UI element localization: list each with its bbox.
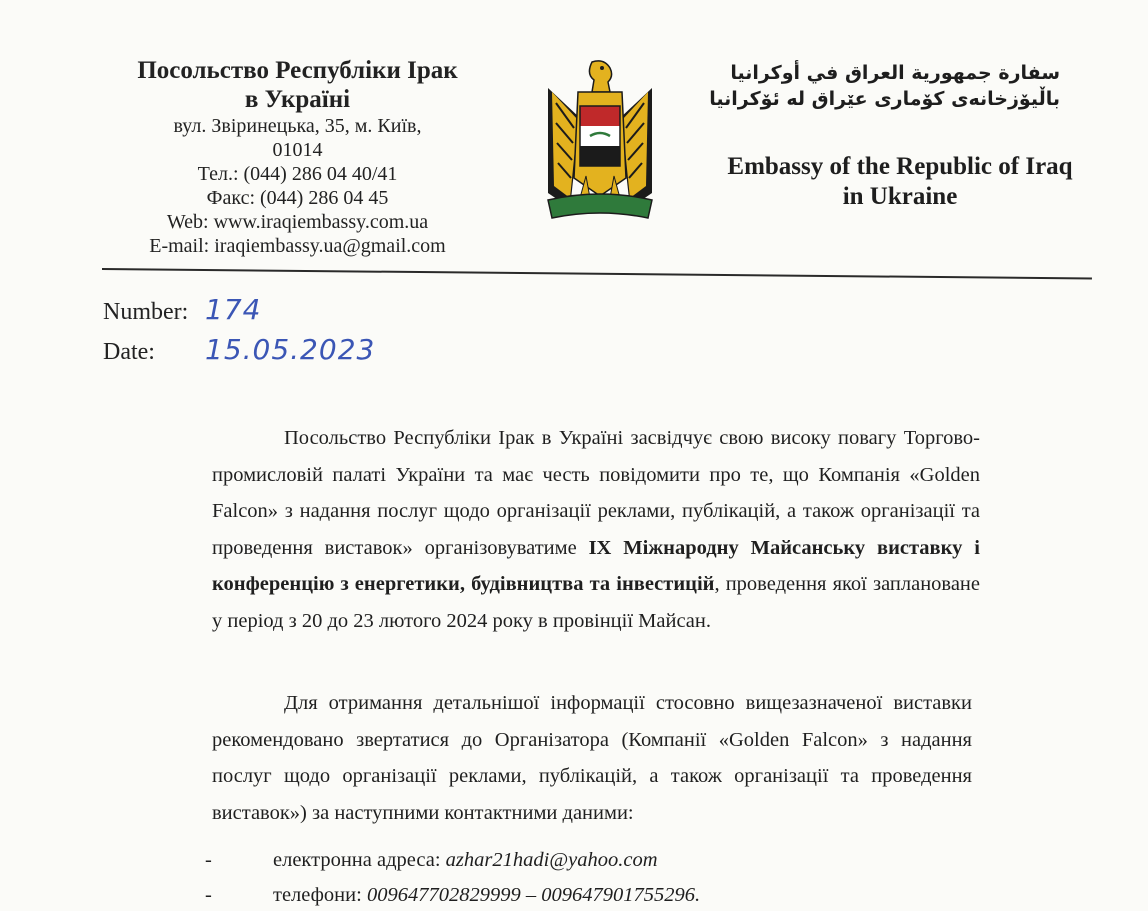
date-value: 15.05.2023	[205, 333, 376, 366]
paragraph-1-event-name: IX Міжнародну Майсанську виставку і конференцію з енергетики, будівництва та інвестицій	[212, 536, 980, 595]
contact-email-label: електронна адреса:	[273, 849, 446, 871]
embassy-name-line1: Посольство Республіки Ірак	[137, 57, 458, 84]
date-label: Date:	[103, 339, 155, 365]
address-line2: 01014	[272, 139, 323, 161]
paragraph-1-details: , проведення якої заплановане у період з 20 до 23 лютого 2024 року в провінції Майсан.	[212, 573, 980, 632]
address-line1: вул. Звіринецька, 35, м. Київ,	[173, 115, 422, 137]
date-row	[103, 333, 375, 366]
bullet-dash: -	[205, 849, 212, 871]
embassy-name-kurdish: باڵیۆزخانەی کۆماری عێراق لە ئۆکرانیا	[709, 88, 1060, 110]
contact-email-item	[205, 845, 658, 875]
eagle-of-saladin-emblem-icon	[540, 58, 660, 226]
web-line: Web: www.iraqiembassy.com.ua	[166, 211, 429, 233]
fax-line: Факс: (044) 286 04 45	[206, 187, 389, 209]
embassy-header-ukrainian	[100, 56, 495, 258]
embassy-name-line2: в Україні	[244, 86, 351, 113]
contact-phone-item	[205, 880, 700, 910]
header-divider	[102, 268, 1092, 280]
embassy-name-english-line2: in Ukraine	[842, 183, 958, 210]
contact-phone-label: телефони:	[273, 884, 367, 906]
email-line: E-mail: iraqiembassy.ua@gmail.com	[149, 235, 446, 257]
contact-phone-value: 009647702829999 – 009647901755296.	[366, 884, 701, 906]
embassy-name-arabic: سفارة جمهورية العراق في أوكرانيا	[730, 62, 1060, 84]
number-label: Number:	[103, 299, 189, 325]
paragraph-1	[212, 420, 980, 639]
embassy-name-english-line1: Embassy of the Republic of Iraq	[727, 153, 1073, 180]
embassy-header-right	[690, 60, 1110, 212]
number-row	[103, 293, 261, 326]
paragraph-2: Для отримання детальнішої інформації стосовно вищезазначеної виставки рекомендовано звертатися до Організатора (Компанії «Golden Falcon» з надання послуг щодо організації реклами, публікацій, а також організації та проведення виставок») за наступними контактними даними:	[212, 692, 972, 824]
contact-email-value: azhar21hadi@yahoo.com	[445, 849, 658, 871]
number-value: 174	[205, 293, 262, 326]
bullet-dash: -	[205, 884, 212, 906]
phone-line: Тел.: (044) 286 04 40/41	[197, 163, 398, 185]
paragraph-1-intro: Посольство Республіки Ірак в Україні засвідчує свою високу повагу Торгово-промисловій палаті України та має честь повідомити про те, що Компанія «Golden Falcon» з надання послуг щодо організації реклами, публікацій, а також організації та проведення виставок» організовуватиме	[212, 427, 980, 559]
